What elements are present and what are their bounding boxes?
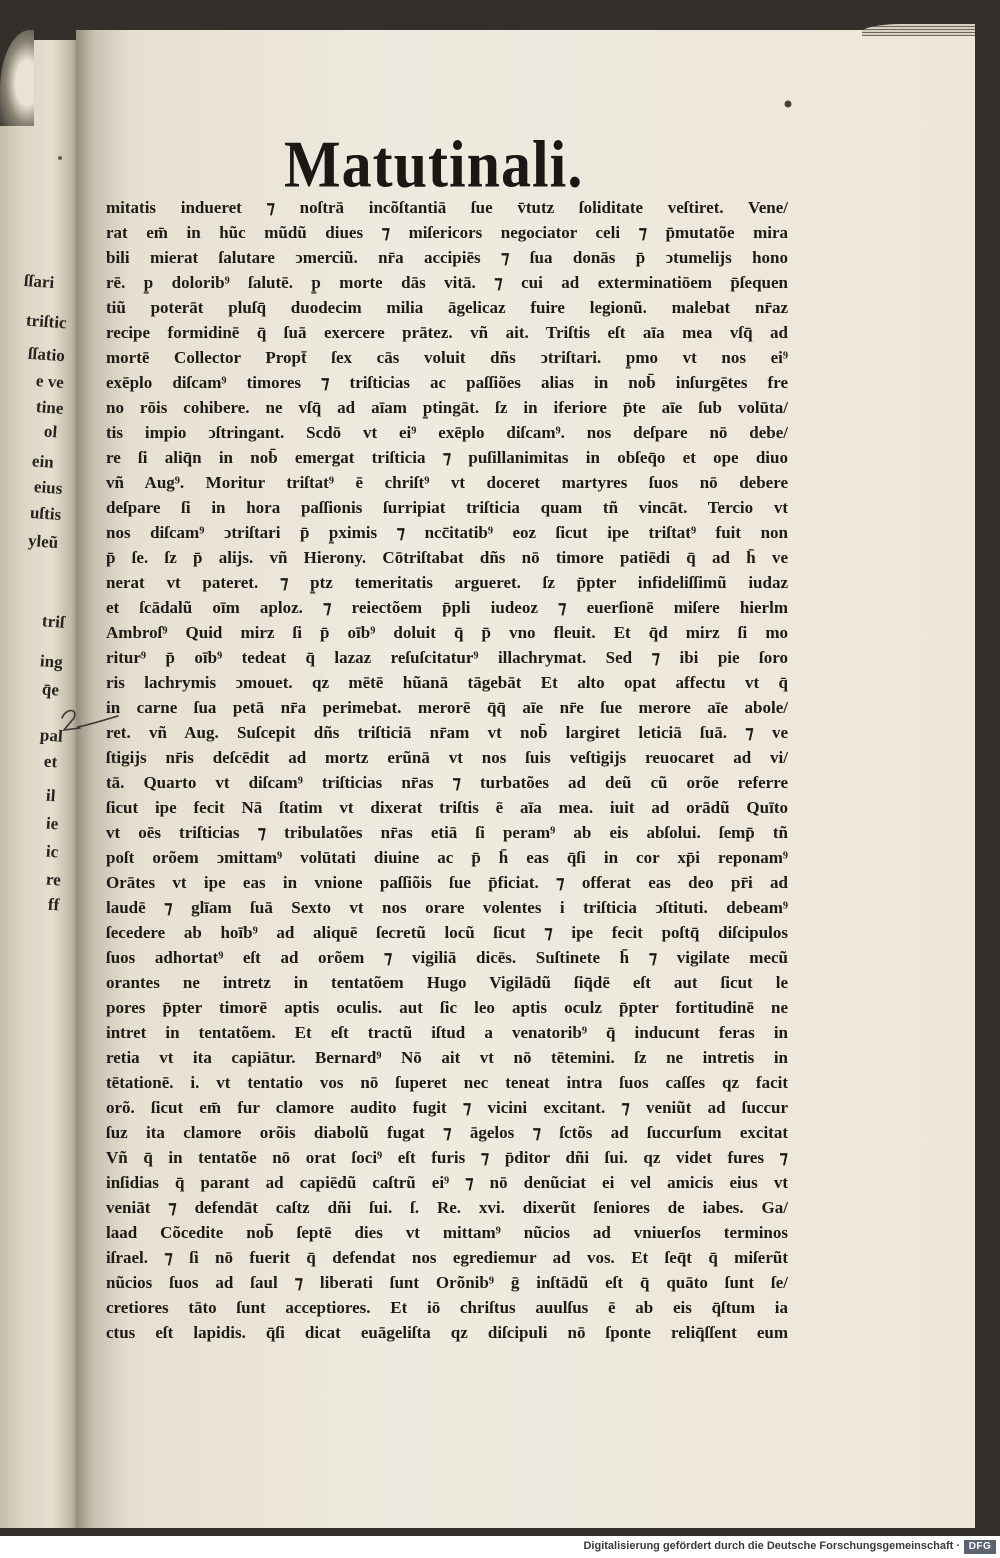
- facing-page-fragment: et: [43, 751, 58, 772]
- facing-page-fragment: il: [45, 785, 57, 806]
- text-line: intret in tentatõem. Et eſt tractũ iſtud a venatorib⁹ q̄ inducunt feras in: [106, 1023, 788, 1042]
- curled-page-corner: [0, 30, 34, 126]
- text-line: mitatis indueret ⁊ noſtrā incõſtantiā ſue v̄tutz ſoliditate veſtiret. Vene/: [106, 198, 788, 217]
- facing-page-fragment: e ve: [35, 371, 65, 392]
- text-line: retia vt ita capiātur. Bernard⁹ Nō ait vt nō tētemini. ſz ne intretis in: [106, 1048, 788, 1067]
- facing-page-fragment: ſſari: [23, 270, 55, 293]
- text-line: Vñ q̄ in tentatõe nō orat ſoci⁹ eſt furis ⁊ p̄ditor dñi ſui. qz videt fures ⁊: [106, 1148, 788, 1167]
- facing-page-fragment: ſſatio: [27, 343, 66, 366]
- text-line: mortē Collector Propt̄ ſex cās voluit dñs ↄtriſtari. p̱mo vt nos ei⁹: [106, 348, 788, 367]
- text-line: inſidias q̄ parant ad capiēdũ caſtrũ ei⁹ ⁊ nō denũciat ei vel amicis eius vt: [106, 1173, 788, 1192]
- text-line: Ambroſ⁹ Quid mirz ſi p̄ oīb⁹ doluit q̄ p̄ vno fleuit. Et q̄d mirz ſi mo: [106, 623, 788, 642]
- text-line: rat em̄ in hũc mũdũ diues ⁊ miſericors negociator celi ⁊ p̄mutatõe mira: [106, 223, 788, 242]
- facing-page-fragment: pal: [39, 725, 64, 746]
- facing-page-fragment: ol: [43, 421, 58, 442]
- funding-credit: Digitalisierung gefördert durch die Deutsche Forschungsgemeinschaft ·: [583, 1540, 960, 1552]
- facing-page-fragment: ic: [45, 841, 59, 862]
- text-line: Orātes vt ipe eas in vnione paſſiõis ſue p̄ficiat. ⁊ offerat eas deo pr̄i ad: [106, 873, 788, 892]
- facing-page-fragment: tine: [35, 397, 65, 418]
- dfg-logo: DFG: [964, 1540, 996, 1554]
- text-line: tā. Quarto vt diſcam⁹ triſticias nr̄as ⁊ turbatões ad deũ cũ orõe referre: [106, 773, 788, 792]
- page-edges-stack: [862, 24, 975, 36]
- text-line: nerat vt pateret. ⁊ p̱tz temeritatis argueret. ſz p̄pter infideliſſimũ iudaz: [106, 573, 788, 592]
- text-line: poſt orõem ↄmittam⁹ volūtati diuine ac p̄ h̄ eas q̄ſi in cor xp̄i reponam⁹: [106, 848, 788, 867]
- text-line: et ſcādalũ oīm aploz. ⁊ reiectõem p̄pli iudeoz ⁊ euerſionē miſere hierlm: [106, 598, 788, 617]
- text-line: p̄ ſe. ſz p̄ alijs. vñ Hierony. Cōtriſtabat dñs nō timore patiēdi q̄ ad h̄ ve: [106, 548, 788, 567]
- facing-page-fragment: ing: [39, 651, 64, 672]
- text-line: nos diſcam⁹ ↄtriſtari p̄ p̱ximis ⁊ ncc̄itatib⁹ eoz ſicut ipe triſtat⁹ fuit non: [106, 523, 788, 542]
- facing-page-fragment: triſ: [41, 611, 66, 632]
- text-line: ſtigijs nr̄is deſcēdit ad mortz erũnā vt nos ſuis veſtigijs reuocaret ad vi/: [106, 748, 788, 767]
- text-line: tētationē. i. vt tentatio vos nō ſuperet nec teneat intra ſuos caſſes qz facit: [106, 1073, 788, 1092]
- text-line: vñ Aug⁹. Moritur triſtat⁹ ē chriſt⁹ vt doceret martyres ſuos nō debere: [106, 473, 788, 492]
- text-line: tis impio ↄſtringant. Scdō vt ei⁹ exēplo diſcam⁹. nos deſpare nō debe/: [106, 423, 788, 442]
- facing-page-fragment: q̄e: [41, 679, 60, 700]
- text-line: ſecedere ab hoīb⁹ ad aliquē ſecretũ locũ ſicut ⁊ ipe fecit poſtq̄ diſcipulos: [106, 923, 788, 942]
- text-line: pores p̄pter timorē aptis oculis. aut ſic leo aptis oculz p̄pter fortitudinē ne: [106, 998, 788, 1017]
- text-line: cretiores tāto ſunt acceptiores. Et iō chriſtus auulſus ē ab eis q̄ſtum ia: [106, 1298, 788, 1317]
- text-line: ctus eſt lapidis. q̄ſi dicat euāgeliſta qz diſcipuli nō ſponte reliq̄ſſent eum: [106, 1323, 788, 1342]
- text-line: vt oēs triſticias ⁊ tribulatões nr̄as etiā ſi peram⁹ ab eis abſolui. ſemp̄ tñ: [106, 823, 788, 842]
- text-line: laudē ⁊ glīam ſuā Sexto vt nos orare volentes i triſticia ↄſtituti. debeam⁹: [106, 898, 788, 917]
- text-line: laad Cõcedite nob̄ ſeptē dies vt mittam⁹ nũcios ad vniuerſos terminos: [106, 1223, 788, 1242]
- text-line: orantes ne intretz in tentatõem Hugo Vigilādũ ſiq̄dē eſt aut ſicut le: [106, 973, 788, 992]
- text-line: orõ. ſicut em̄ fur clamore audito fugit ⁊ vicini excitant. ⁊ veniũt ad ſuccur: [106, 1098, 788, 1117]
- text-line: nũcios ſuos ad ſaul ⁊ liberati ſunt Orõnib⁹ ḡ inſtādũ eſt q̄ quāto ſunt ſe/: [106, 1273, 788, 1292]
- text-line: ret. vñ Aug. Suſcepit dñs triſticiā nr̄am vt nob̄ largiret leticiā ſuā. ⁊ ve: [106, 723, 788, 742]
- body-text: [106, 195, 788, 1345]
- text-line: ſuz ita clamore orõis diabolũ fugat ⁊ āgelos ⁊ ſctõs ad ſuccurſum excitat: [106, 1123, 788, 1142]
- text-line: ſuos adhortat⁹ eſt ad orõem ⁊ vigiliā dicēs. Suſtinete h̄ ⁊ vigilate mecũ: [106, 948, 788, 967]
- text-line: ſicut ipe fecit Nā ſtatim vt dixerat triſtis ē aīa mea. iuit ad orādũ Quīto: [106, 798, 788, 817]
- text-line: veniāt ⁊ defendāt caſtz dñi ſui. ſ. Re. xvi. dixerũt ſeniores de iabes. Ga/: [106, 1198, 788, 1217]
- text-line: rē. p̱ dolorib⁹ ſalutē. p̱ morte dās vitā. ⁊ cui ad exterminatiōem p̄ſequen: [106, 273, 788, 292]
- text-line: no rōis cohibere. ne vſq̄ ad aīam p̱tingāt. ſz in iferiore p̄te aīe ſub volūta/: [106, 398, 788, 417]
- facing-page-fragment: eius: [33, 477, 64, 498]
- facing-page-edge: [0, 40, 80, 1528]
- text-line: tiũ poterāt pluſq̄ duodecim milia āgelicaz fuire legionũ. malebat nr̄az: [106, 298, 788, 317]
- text-line: deſpare ſi in hora paſſionis ſurripiat triſticia quam tñ vincāt. Tercio vt: [106, 498, 788, 517]
- text-line: re ſi aliq̄n in nob̄ emergat triſticia ⁊ puſillanimitas in obſeq̄o et ope diuo: [106, 448, 788, 467]
- text-line: ritur⁹ p̄ oīb⁹ tedeat q̄ lazaz reſuſcitatur⁹ illachrymat. Sed ⁊ ibi pie ſoro: [106, 648, 788, 667]
- footer-bar: [0, 1536, 1000, 1558]
- facing-page-fragment: re: [45, 869, 62, 890]
- text-line: iſrael. ⁊ ſi nō fuerit q̄ defendat nos egrediemur ad vos. Et ſeq̄t q̄ miſerũt: [106, 1248, 788, 1267]
- text-line: exēplo diſcam⁹ timores ⁊ triſticias ac paſſiões alias in nob̄ inſurgētes fre: [106, 373, 788, 392]
- running-head: Matutinali.: [284, 127, 584, 202]
- facing-page-fragment: ff: [47, 894, 61, 915]
- facing-page-fragment: ein: [31, 451, 55, 472]
- text-line: ris lachrymis ↄmouet. qz mētē hũanā tāgebāt Et alto opat affectu vt q̄: [106, 673, 788, 692]
- text-line: bili mierat ſalutare ↄmerciũ. nr̄a accipiēs ⁊ ſua donās p̄ ↄtumelijs hono: [106, 248, 788, 267]
- text-line: in carne ſua petā nr̄a perimebat. merorē q̄q̄ aīe nr̄e ſue merore aīe abole/: [106, 698, 788, 717]
- facing-page-fragment: yleũ: [27, 530, 59, 553]
- facing-page-fragment: ie: [45, 813, 59, 834]
- facing-page-fragment: uſtis: [29, 502, 62, 525]
- facing-page-fragment: triſtic: [25, 310, 68, 333]
- text-line: recipe formidinē q̄ ſuā exercere prātez. vñ ait. Triſtis eſt aīa mea vſq̄ ad: [106, 323, 788, 342]
